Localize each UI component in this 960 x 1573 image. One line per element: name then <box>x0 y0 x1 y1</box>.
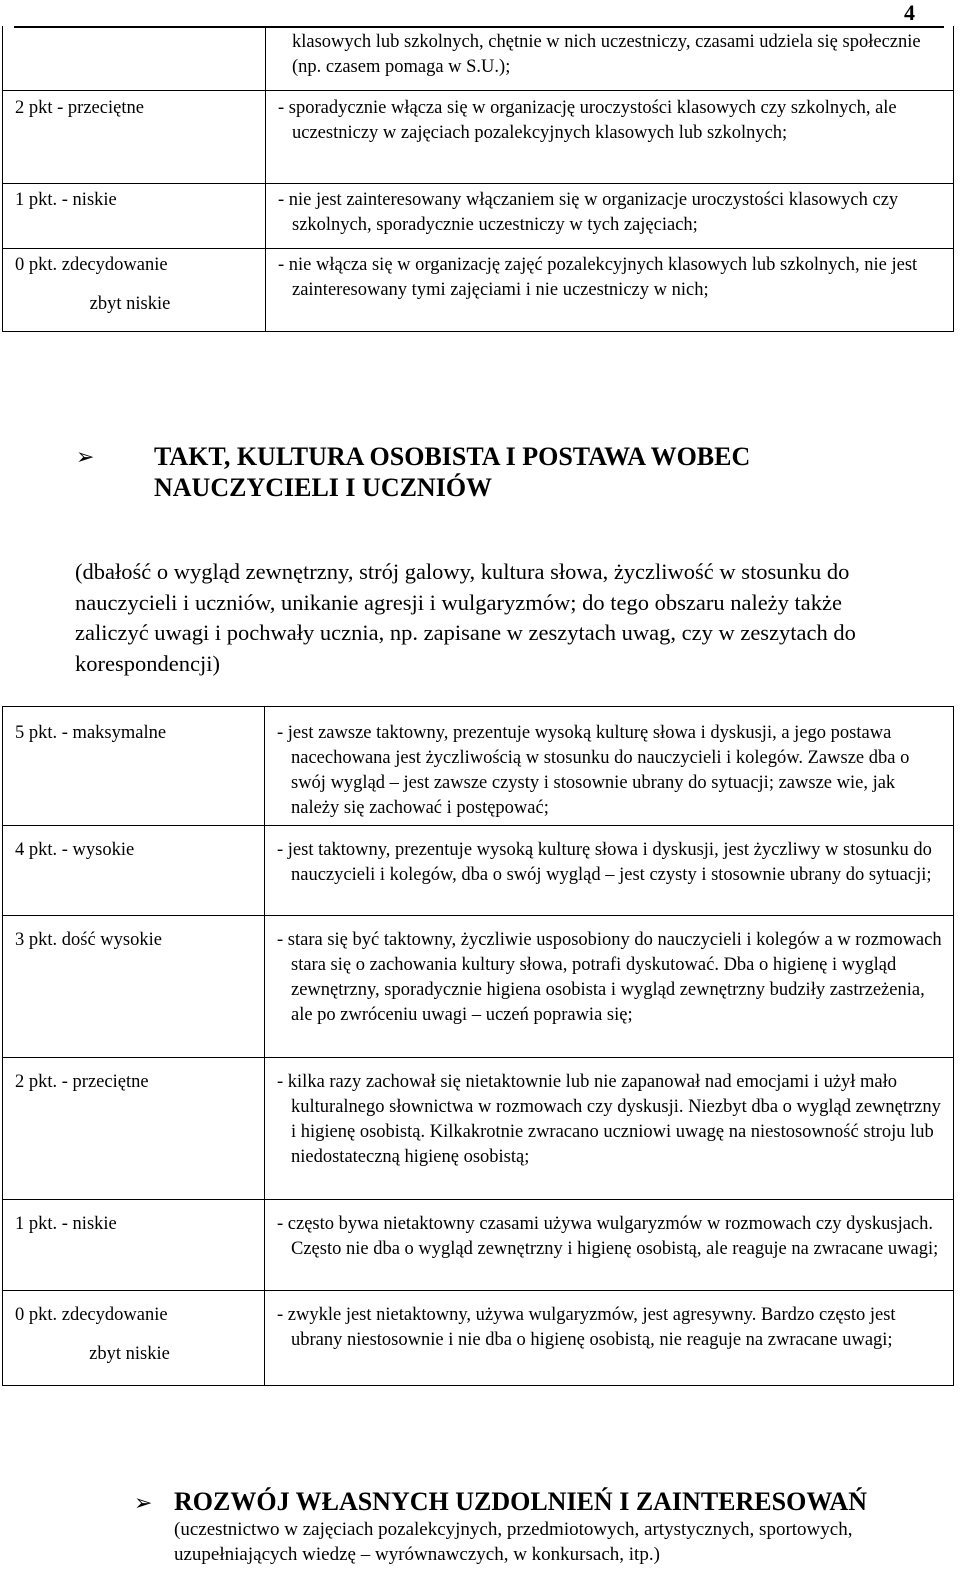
section-heading-line: NAUCZYCIELI I UCZNIÓW <box>154 473 493 502</box>
description-cell <box>266 26 954 90</box>
description-cell <box>265 826 954 916</box>
level-label: 0 pkt. zdecydowanie <box>15 1305 168 1325</box>
level-label: 5 pkt. - maksymalne <box>15 723 167 743</box>
level-label: 0 pkt. zdecydowanie <box>15 254 168 275</box>
section-description: (dbałość o wygląd zewnętrzny, strój galowy, kultura słowa, życzliwość w stosunku do nauczycieli i uczniów, unikanie agresji i wulgaryzmów; do tego obszaru należy także zaliczyć uwagi i pochwały ucznia, np. zapisane w zeszytach uwag, czy w zeszytach do korespondencji) <box>75 559 856 676</box>
page-number: 4 <box>904 0 915 25</box>
description-cell <box>266 90 954 183</box>
bullet-arrow-icon: ➢ <box>134 1490 153 1515</box>
table-row <box>3 916 954 1058</box>
level-label: 4 pkt. - wysokie <box>15 840 135 860</box>
description-text: klasowych lub szkolnych, chętnie w nich uczestniczy, czasami udziela się społecznie (np. czasem pomaga w S.U.); <box>292 32 921 77</box>
level-cell <box>3 707 265 826</box>
level-label: 2 pkt - przeciętne <box>15 97 144 118</box>
description-text: - nie włącza się w organizację zajęć pozalekcyjnych klasowych lub szkolnych, nie jest zainteresowany tymi zajęciami i nie uczestniczy w nich; <box>278 254 918 300</box>
level-cell <box>3 1200 265 1291</box>
description-text: - sporadycznie włącza się w organizację uroczystości klasowych czy szkolnych, ale uczestniczy w zajęciach pozalekcyjnych klasowych lub szkolnych; <box>278 97 897 143</box>
level-label: 1 pkt. - niskie <box>15 189 117 210</box>
description-text: - często bywa nietaktowny czasami używa wulgaryzmów w rozmowach czy dyskusjach. Często nie dba o wygląd zewnętrzny i higienę osobistą, ale reaguje na zwracane uwagi; <box>277 1214 939 1259</box>
table-row <box>3 1291 954 1386</box>
description-cell <box>265 1291 954 1386</box>
level-cell <box>3 183 266 248</box>
level-cell <box>3 1291 265 1386</box>
grade-table-activity <box>2 26 954 332</box>
description-cell <box>265 1058 954 1200</box>
level-cell <box>3 26 266 90</box>
section-heading: ROZWÓJ WŁASNYCH UZDOLNIEŃ I ZAINTERESOWAŃ <box>174 1487 867 1516</box>
description-text: - nie jest zainteresowany włączaniem się w organizacje uroczystości klasowych czy szkolnych, sporadycznie uczestniczy w tych zajęciach; <box>278 189 899 235</box>
description-cell <box>265 1200 954 1291</box>
level-cell <box>3 916 265 1058</box>
table-row <box>3 90 954 183</box>
table-row <box>3 248 954 331</box>
description-cell <box>266 248 954 331</box>
level-label: 1 pkt. - niskie <box>15 1214 117 1234</box>
level-label: 3 pkt. dość wysokie <box>15 930 162 950</box>
description-text: - stara się być taktowny, życzliwie usposobiony do nauczycieli i kolegów a w rozmowach stara się o zachowania kultury słowa, potrafi dyskutować. Dba o higienę i wygląd zewnętrzny, sporadycznie higiena osobista i wygląd zewnętrzny budziły zastrzeżenia, ale po zwróceniu uwagi – uczeń poprawia się; <box>277 930 942 1025</box>
section-description: (uczestnictwo w zajęciach pozalekcyjnych, przedmiotowych, artystycznych, sportowych, uzupełniających wiedzę – wyrównawczych, w konkursach, itp.) <box>174 1519 853 1565</box>
level-cell <box>3 90 266 183</box>
description-text: - jest zawsze taktowny, prezentuje wysoką kulturę słowa i dyskusji, a jego postawa nacechowana jest życzliwością w stosunku do nauczycieli i kolegów. Zawsze dba o swój wygląd – jest zawsze czysty i stosownie ubrany do sytuacji; zawsze wie, jak należy się zachować i postępować; <box>277 723 910 818</box>
description-cell <box>266 183 954 248</box>
level-label: 2 pkt. - przeciętne <box>15 1072 149 1092</box>
table-row <box>3 1200 954 1291</box>
level-label-cont: zbyt niskie <box>89 1344 170 1364</box>
section-heading <box>154 441 750 503</box>
description-cell <box>265 707 954 826</box>
level-cell <box>3 826 265 916</box>
level-cell <box>3 248 266 331</box>
level-label-cont: zbyt niskie <box>89 293 171 314</box>
level-cell <box>3 1058 265 1200</box>
description-text: - jest taktowny, prezentuje wysoką kulturę słowa i dyskusji, jest życzliwy w stosunku do nauczycieli i kolegów, dba o swój wygląd – jest czysty i stosownie ubrany do sytuacji; <box>277 840 932 885</box>
description-text: - zwykle jest nietaktowny, używa wulgaryzmów, jest agresywny. Bardzo często jest ubrany niestosownie i nie dba o higienę osobistą, nie reaguje na zwracane uwagi; <box>277 1305 896 1350</box>
grade-table-conduct <box>2 706 954 1386</box>
table-row <box>3 183 954 248</box>
table-row <box>3 26 954 90</box>
description-text: - kilka razy zachował się nietaktownie lub nie zapanował nad emocjami i użył mało kulturalnego słownictwa w rozmowach czy dyskusji. Niezbyt dba o wygląd zewnętrzny i higienę osobistą. Kilkakrotnie zwracano uczniowi uwagę na niestosowność stroju lub niedostateczną higienę osobistą; <box>277 1072 941 1167</box>
section-heading-line: TAKT, KULTURA OSOBISTA I POSTAWA WOBEC <box>154 442 751 471</box>
table-row <box>3 707 954 826</box>
table-row <box>3 826 954 916</box>
table-row <box>3 1058 954 1200</box>
bullet-arrow-icon: ➢ <box>76 444 95 469</box>
description-cell <box>265 916 954 1058</box>
